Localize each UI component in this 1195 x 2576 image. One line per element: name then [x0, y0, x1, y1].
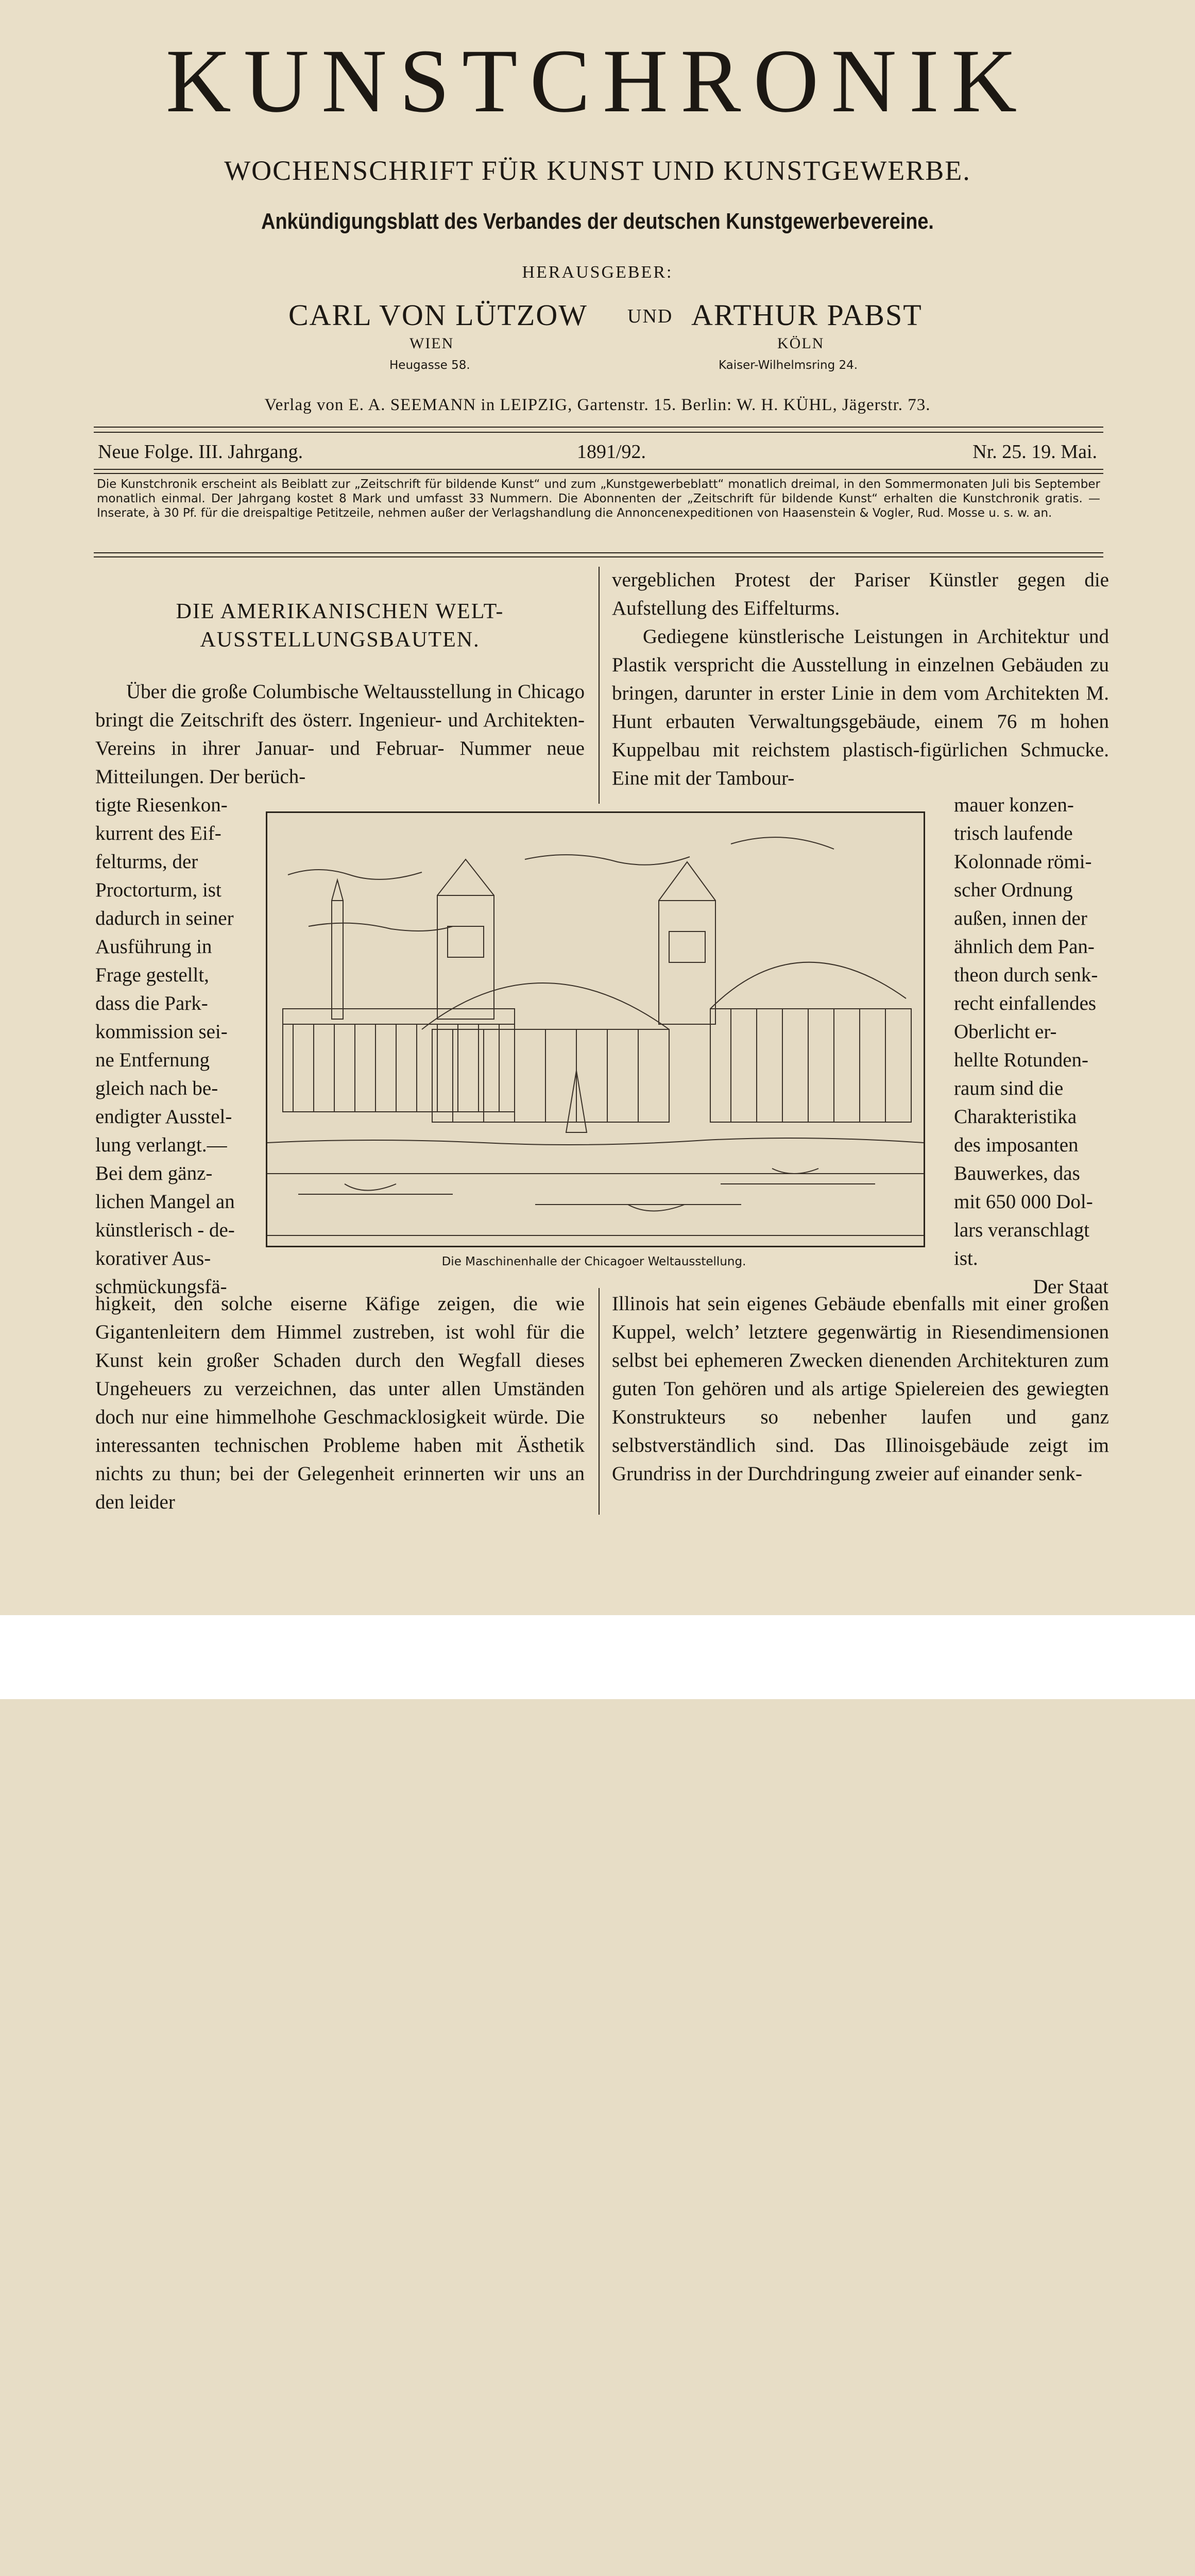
text-line: tigte Riesenkon- [95, 794, 228, 816]
masthead-tagline: Ankündigungsblatt des Verbandes der deutschen Kunstgewerbevereine. [261, 209, 934, 234]
text-line: Proctorturm, ist [95, 879, 221, 901]
article-title-line: DIE AMERIKANISCHEN WELT- [176, 600, 504, 623]
masthead-title: KUNSTCHRONIK [165, 31, 1030, 131]
divider [94, 432, 1103, 433]
text-line: ne Entfernung [95, 1049, 210, 1071]
text-line: hellte Rotunden- [954, 1049, 1089, 1071]
text-line: ähnlich dem Pan- [954, 936, 1095, 958]
text-line: dass die Park- [95, 992, 208, 1014]
text-line: Der Staat [1033, 1276, 1108, 1298]
article-title [95, 598, 585, 654]
editor-1-city: WIEN [409, 335, 454, 352]
publisher-line: Verlag von E. A. SEEMANN in LEIPZIG, Gartenstr. 15. Berlin: W. H. KÜHL, Jägerstr. 73. [264, 396, 931, 414]
text-line: recht einfallendes [954, 992, 1097, 1014]
text-line: lars veranschlagt [954, 1219, 1090, 1241]
figure-caption: Die Maschinenhalle der Chicagoer Weltausstellung. [441, 1255, 746, 1268]
paragraph: higkeit, den solche eiserne Käfige zeigen, die wie Gigantenleitern dem Himmel zustreben, ist wohl für die Kunst kein großer Schaden durch den Wegfall dieses Ungeheuers zu verzeichnen, das unter allen Umständen doch nur eine himmelhohe Geschmacklosigkeit würde. Die interessanten technischen Probleme haben mit Ästhetik nichts zu thun; bei der Gelegenheit erinnerten wir uns an den leider [95, 1293, 585, 1513]
text-line: außen, innen der [954, 907, 1087, 929]
editor-2-address: Kaiser-Wilhelmsring 24. [719, 359, 858, 372]
text-line: scher Ordnung [954, 879, 1073, 901]
paragraph: Illinois hat sein eigenes Gebäude ebenfalls mit einer großen Kuppel, welch’ letztere gegenwärtig in Riesendimensionen selbst bei ephemeren Zwecken dienenden Architekturen zum guten Ton gehören und als artige Spielereien des gewiegten Konstrukteurs so nebenher laufen und ganz selbstverständlich sind. Das Illinoisgebäude zeigt im Grundriss in der Durchdringung zweier auf einander senk- [612, 1293, 1109, 1485]
text-line: Bauwerkes, das [954, 1162, 1080, 1184]
editor-conjunction: UND [627, 306, 673, 327]
issue-number: Nr. 25. 19. Mai. [972, 441, 1097, 463]
text-line: Ausführung in [95, 936, 212, 958]
divider [94, 556, 1103, 557]
text-line: Charakteristika [954, 1106, 1077, 1128]
issue-series: Neue Folge. III. Jahrgang. [98, 441, 303, 463]
engraving-machinery-hall [266, 811, 925, 1247]
text-line: kommission sei- [95, 1021, 228, 1043]
text-line: Kolonnade römi- [954, 851, 1092, 873]
paragraph: Über die große Columbische Weltausstellung in Chicago bringt die Zeitschrift des österr. Ingenieur- und Architekten-Vereins in ihrer Januar- und Februar- Nummer neue Mitteilungen. Der berüch- [95, 681, 585, 788]
divider [94, 427, 1103, 428]
text-line: lichen Mangel an [95, 1191, 235, 1213]
left-column-top [95, 677, 585, 791]
left-column-bottom [95, 1290, 585, 1516]
editor-2: ARTHUR PABST [691, 298, 923, 332]
text-line: endigter Ausstel- [95, 1106, 232, 1128]
text-line: lung verlangt.— [95, 1134, 227, 1156]
text-line: des imposanten [954, 1134, 1079, 1156]
column-rule [599, 567, 600, 804]
right-column-bottom [612, 1290, 1109, 1488]
right-narrow-column [954, 791, 1108, 1301]
text-line: dadurch in seiner [95, 907, 234, 929]
digitization-footer [0, 1615, 1195, 1699]
paragraph: vergeblichen Protest der Pariser Künstler gegen die Aufstellung des Eiffelturms. [612, 569, 1109, 619]
left-narrow-column [95, 791, 245, 1301]
text-line: korativer Aus- [95, 1247, 211, 1269]
issue-year: 1891/92. [577, 441, 646, 463]
right-column-top [612, 566, 1109, 792]
herausgeber-label: HERAUSGEBER: [522, 263, 673, 282]
text-line: gleich nach be- [95, 1077, 218, 1099]
text-line: künstlerisch - de- [95, 1219, 235, 1241]
text-line: Bei dem gänz- [95, 1162, 213, 1184]
text-line: trisch laufende [954, 822, 1073, 844]
article-title-line: AUSSTELLUNGSBAUTEN. [200, 628, 480, 652]
text-line: Frage gestellt, [95, 964, 209, 986]
text-line: schmückungsfä- [95, 1276, 227, 1298]
engraving-illustration [267, 813, 924, 1246]
text-line: mauer konzen- [954, 794, 1074, 816]
text-line: raum sind die [954, 1077, 1064, 1099]
subscription-notice: Die Kunstchronik erscheint als Beiblatt zur „Zeitschrift für bildende Kunst“ und zum „Kunstgewerbeblatt“ monatlich dreimal, in den Sommermonaten Juli bis September monatlich einmal. Der Jahrgang kostet 8 Mark und umfasst 33 Nummern. Die Abonnenten der „Zeitschrift für bildende Kunst“ erhalten die Kunstchronik gratis. — Inserate, à 30 Pf. für die dreispaltige Petitzeile, nehmen außer der Verlagshandlung die Annoncenexpeditionen von Haasenstein & Vogler, Rud. Mosse u. s. w. an. [97, 478, 1100, 520]
column-rule [599, 1288, 600, 1515]
text-line: ist. [954, 1247, 978, 1269]
paragraph: Gediegene künstlerische Leistungen in Architektur und Plastik verspricht die Ausstellung in einzelnen Gebäuden zu bringen, darunter in erster Linie in dem vom Architekten M. Hunt erbauten Verwaltungsgebäude, einem 76 m hohen Kuppelbau mit reichstem plastisch-figürlichen Schmucke. Eine mit der Tambour- [612, 625, 1109, 789]
text-line: kurrent des Eif- [95, 822, 221, 844]
issue-info [98, 440, 1097, 464]
divider [94, 552, 1103, 553]
editor-2-city: KÖLN [777, 335, 825, 352]
text-line: Oberlicht er- [954, 1021, 1057, 1043]
text-line: theon durch senk- [954, 964, 1098, 986]
text-line: mit 650 000 Dol- [954, 1191, 1093, 1213]
divider [94, 473, 1103, 474]
divider [94, 469, 1103, 470]
editor-1: CARL VON LÜTZOW [288, 298, 588, 332]
editor-1-address: Heugasse 58. [389, 359, 470, 372]
masthead-subtitle: WOCHENSCHRIFT FÜR KUNST UND KUNSTGEWERBE. [224, 155, 971, 186]
text-line: felturms, der [95, 851, 198, 873]
